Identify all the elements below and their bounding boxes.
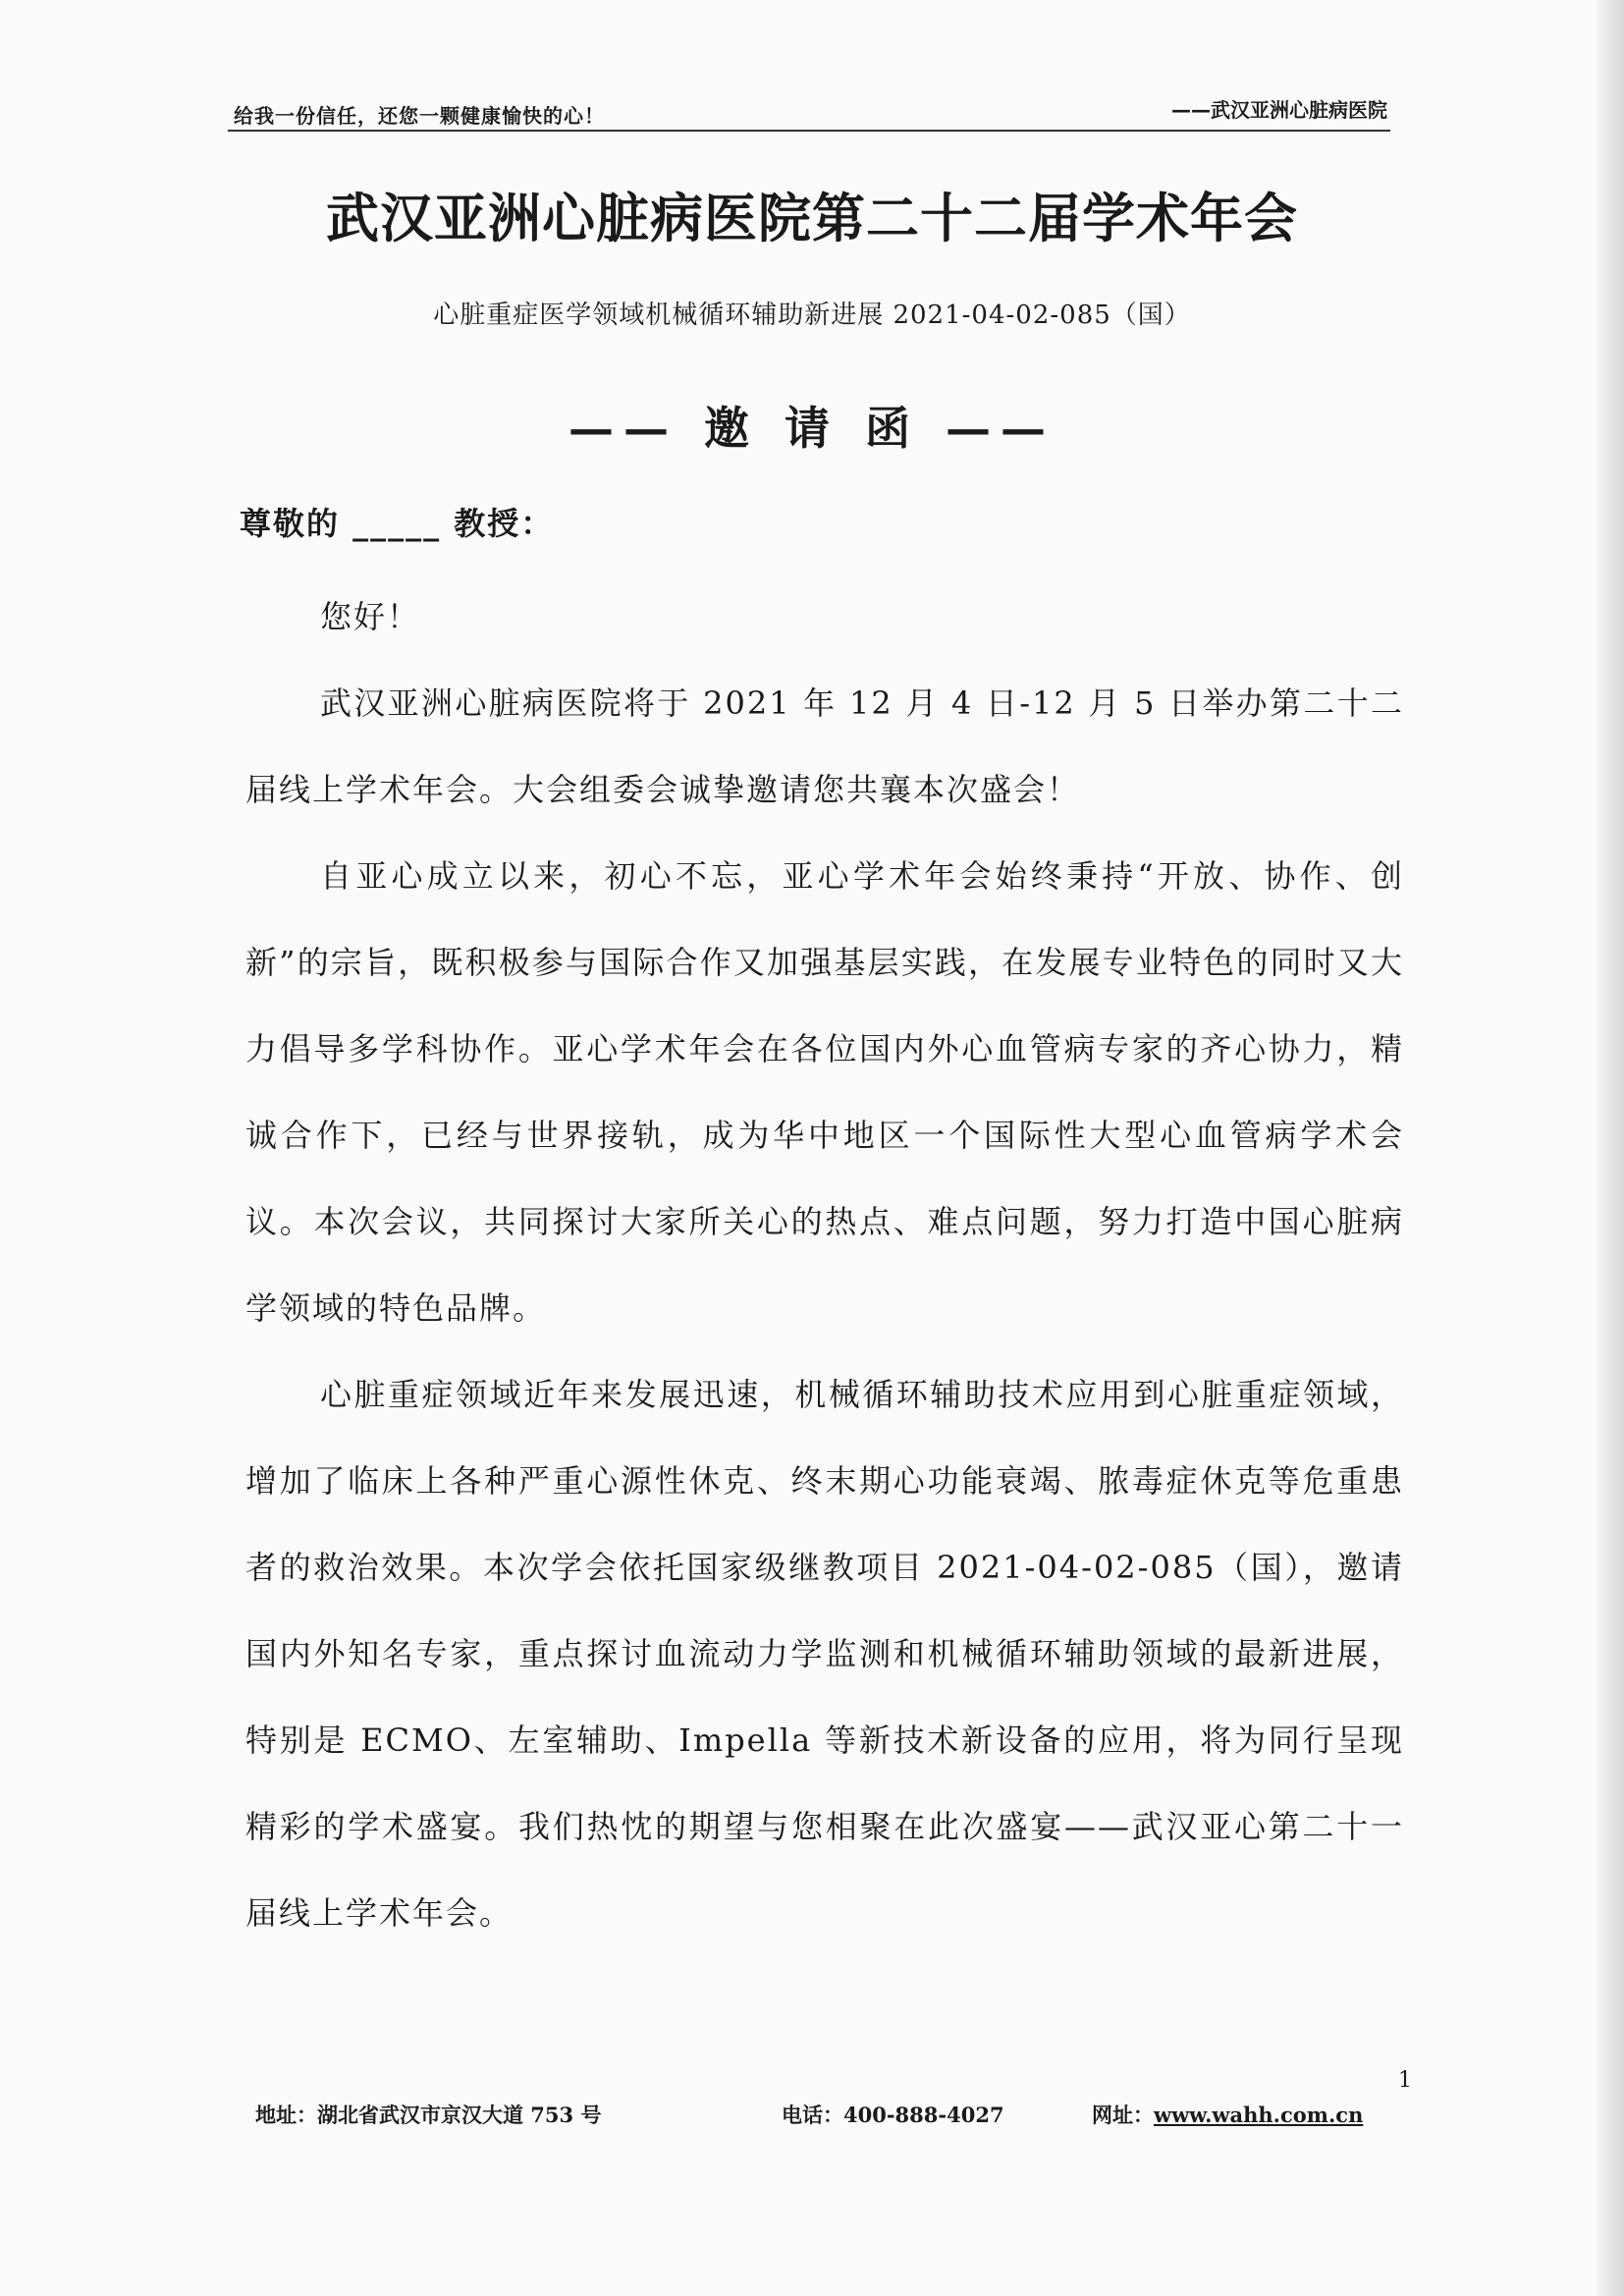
footer-website <box>1092 2100 1363 2129</box>
letterhead-org-name: ——武汉亚洲心脏病医院 <box>1171 98 1387 122</box>
body-paragraph: 武汉亚洲心脏病医院将于 2021 年 12 月 4 日-12 月 5 日举办第二十二届线上学术年会。大会组委会诚挚邀请您共襄本次盛会！ <box>245 684 1404 808</box>
invitation-heading: —— 邀 请 函 —— <box>568 402 1056 455</box>
letterhead-slogan: 给我一份信任，还您一颗健康愉快的心！ <box>234 104 605 128</box>
document-subtitle: 心脏重症医学领域机械循环辅助新进展 2021-04-02-085（国） <box>433 301 1191 330</box>
page-number: 1 <box>1398 2068 1412 2093</box>
footer-website-label: 网址： <box>1092 2103 1154 2127</box>
document-title: 武汉亚洲心脏病医院第二十二届学术年会 <box>326 188 1298 249</box>
footer-website-link[interactable]: www.wahh.com.cn <box>1154 2103 1364 2127</box>
page-edge-shadow <box>1597 0 1624 2296</box>
letterhead-rule <box>228 130 1390 132</box>
footer-phone: 电话：400-888-4027 <box>782 2103 1004 2127</box>
salutation: 尊敬的 _____ 教授： <box>240 505 555 542</box>
footer-address: 地址：湖北省武汉市京汉大道 753 号 <box>255 2103 602 2127</box>
letter-body <box>245 574 1404 1956</box>
body-paragraph: 心脏重症领域近年来发展迅速，机械循环辅助技术应用到心脏重症领域，增加了临床上各种严重心源性休克、终末期心功能衰竭、脓毒症休克等危重患者的救治效果。本次学会依托国家级继教项目 2021-04-02-085（国），邀请国内外知名专家，重点探讨血流动力学监测和机械循环辅助领域的最新进展，特别是 ECMO、左室辅助、Impella 等新技术新设备的应用，将为同行呈现精彩的学术盛宴。我们热忱的期望与您相聚在此次盛宴——武汉亚心第二十一届线上学术年会。 <box>245 1376 1404 1932</box>
greeting-paragraph: 您好！ <box>320 598 421 635</box>
letterhead <box>234 94 1387 130</box>
body-paragraph: 自亚心成立以来，初心不忘，亚心学术年会始终秉持“开放、协作、创新”的宗旨，既积极参与国际合作又加强基层实践，在发展专业特色的同时又大力倡导多学科协作。亚心学术年会在各位国内外心血管病专家的齐心协力，精诚合作下，已经与世界接轨，成为华中地区一个国际性大型心血管病学术会议。本次会议，共同探讨大家所关心的热点、难点问题，努力打造中国心脏病学领域的特色品牌。 <box>245 857 1404 1327</box>
